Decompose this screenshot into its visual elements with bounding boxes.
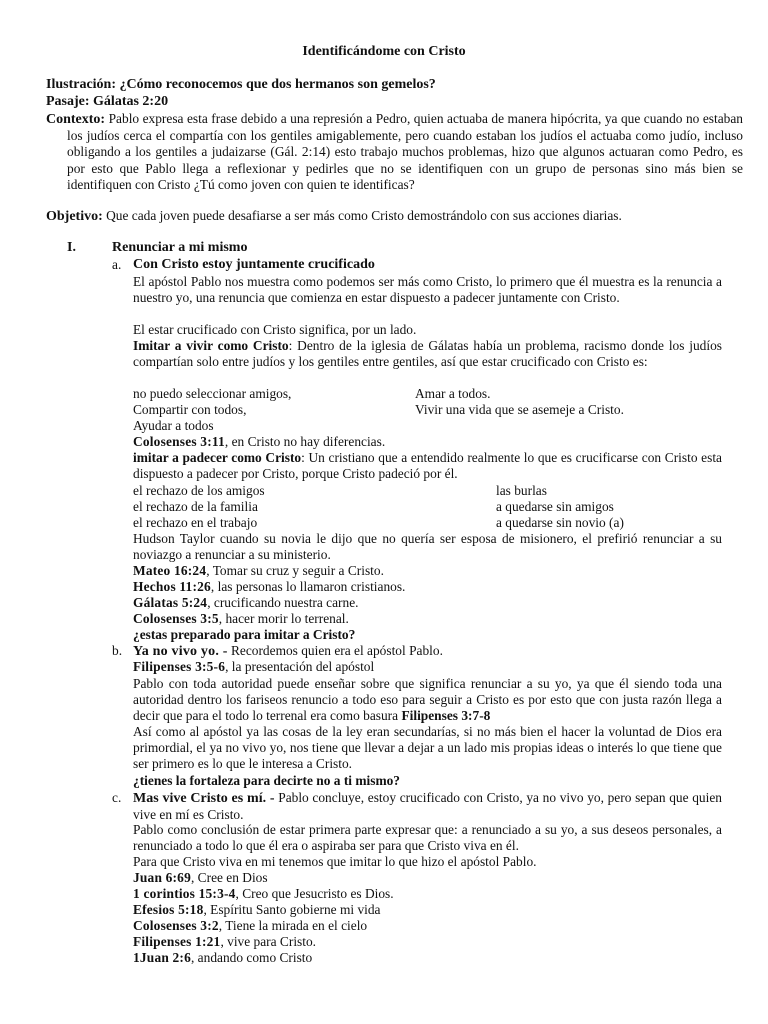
reference: Filipenses 1:21: [133, 934, 221, 949]
reference: Efesios 5:18: [133, 902, 204, 917]
reference: 1 corintios 15:3-4: [133, 886, 236, 901]
list2-right-item: las burlas: [496, 483, 547, 498]
hudson-paragraph: Hudson Taylor cuando su novia le dijo que no quería ser esposa de misionero, el prefirió renunciar a su noviazgo a renunciar a su ministerio.: [133, 531, 722, 563]
imitar-paragraph: [133, 338, 722, 370]
reference: Hechos 11:26: [133, 579, 211, 594]
reference: Juan 6:69: [133, 870, 191, 885]
ilustracion-line: [46, 77, 726, 93]
reference-line: [133, 950, 312, 966]
reference-line: [133, 611, 349, 627]
reference: Colosenses 3:2: [133, 918, 219, 933]
pasaje-line: [46, 94, 726, 110]
colosenses-text: , en Cristo no hay diferencias.: [224, 434, 386, 449]
item-b-paragraph-2: Así como al apóstol ya las cosas de la ley eran secundarías, si no más bien el hacer la voluntad de Dios era primordial, el ya no vivo yo, nos tiene que llevar a dejar a un lado mis propias ideas o interés lo que tiene que ser primero es lo que le interesa a Cristo.: [133, 724, 722, 772]
reference-line: [133, 870, 268, 886]
item-b-heading-line: [133, 643, 443, 660]
reference: 1Juan 2:6: [133, 950, 191, 965]
section-heading: Renunciar a mi mismo: [112, 240, 248, 255]
item-b-question: ¿tienes la fortaleza para decirte no a ti mismo?: [133, 773, 401, 788]
item-c-heading-text: Pablo concluye, estoy crucificado con Cristo, ya no vivo yo, pero sepan que quien vive en mí es Cristo.: [133, 790, 722, 823]
padecer-label: imitar a padecer como Cristo: [133, 450, 302, 465]
padecer-paragraph: [133, 450, 722, 482]
item-a-marker: a.: [112, 257, 122, 272]
list2-left-item: el rechazo en el trabajo: [133, 515, 258, 530]
reference-text: , vive para Cristo.: [220, 934, 317, 949]
item-b-paragraph-1-ref: Filipenses 3:7-8: [401, 708, 491, 724]
item-c-paragraph-1: Pablo como conclusión de estar primera parte expresar que: a renunciado a su yo, a sus deseos personales, a renunciado a todo lo que él era o aspiraba ser para que Cristo viva en él.: [133, 822, 722, 854]
list1-left-item: Compartir con todos,: [133, 402, 247, 417]
item-c-heading-paragraph: [133, 790, 722, 823]
reference-text: , las personas lo llamaron cristianos.: [210, 579, 406, 594]
colosenses-line: [133, 434, 385, 450]
list2-left-item: el rechazo de la familia: [133, 499, 258, 514]
ilustracion-text: ¿Cómo reconocemos que dos hermanos son gemelos?: [119, 77, 436, 92]
item-c-heading: Mas vive Cristo es mí. -: [133, 791, 275, 806]
ilustracion-label: Ilustración:: [46, 77, 116, 92]
reference: Gálatas 5:24: [133, 595, 208, 610]
reference-line: [133, 902, 381, 918]
imitar-label: Imitar a vivir como Cristo: [133, 338, 289, 353]
objetivo-line: [46, 208, 722, 225]
list2-left-item: el rechazo de los amigos: [133, 483, 265, 498]
item-b-marker: b.: [112, 643, 123, 658]
document-title: Identificándome con Cristo: [302, 44, 466, 59]
reference: Mateo 16:24: [133, 563, 207, 578]
reference-line: [133, 563, 384, 579]
item-a-paragraph-2: El estar crucificado con Cristo significa, por un lado.: [133, 322, 417, 337]
list1-left-item: Ayudar a todos: [133, 418, 214, 433]
list1-right-item: Vivir una vida que se asemeje a Cristo.: [415, 402, 624, 417]
reference: Colosenses 3:5: [133, 611, 219, 626]
item-c-marker: c.: [112, 790, 122, 805]
reference-line: [133, 595, 359, 611]
item-a-paragraph-1: El apóstol Pablo nos muestra como podemos ser más como Cristo, lo primero que él muestra es la renuncia a nuestro yo, una renuncia que comienza en estar dispuesto a padecer juntamente con Cristo.: [133, 274, 722, 306]
item-b-paragraph-1-text: Pablo con toda autoridad puede enseñar sobre que significa renunciar a su yo, ya que él siendo toda una autoridad dentro los fariseos renuncio a todo eso para seguir a Cristo es por esto que con justa razón llega a decir que para el todo lo terrenal era como basura: [133, 676, 722, 724]
reference-line: [133, 579, 405, 595]
pasaje-text: Gálatas 2:20: [93, 94, 169, 109]
item-a-heading: Con Cristo estoy juntamente crucificado: [133, 257, 375, 272]
colosenses-ref: Colosenses 3:11: [133, 434, 225, 449]
objetivo-label: Objetivo:: [46, 209, 103, 224]
contexto-label: Contexto:: [46, 112, 106, 127]
reference-text: , andando como Cristo: [190, 950, 313, 965]
item-b-paragraph-1: [133, 676, 722, 725]
item-b-heading: Ya no vivo yo. -: [133, 644, 228, 659]
section-numeral: I.: [67, 240, 76, 255]
reference-text: , crucificando nuestra carne.: [207, 595, 359, 610]
list2-right-item: a quedarse sin amigos: [496, 499, 614, 514]
item-b-ref-line: [133, 659, 374, 675]
list1-left-item: no puedo seleccionar amigos,: [133, 386, 292, 401]
imitar-text: : Dentro de la iglesia de Gálatas había un problema, racismo donde los judíos compartían solo entre judíos y los gentiles entre gentiles, así que estar crucificado con Cristo es:: [133, 338, 722, 370]
reference-text: , Espíritu Santo gobierne mi vida: [203, 902, 381, 917]
reference-text: , Tiene la mirada en el cielo: [218, 918, 368, 933]
item-a-question: ¿estas preparado para imitar a Cristo?: [133, 627, 356, 642]
contexto-paragraph: [46, 111, 743, 193]
item-b-ref-text: , la presentación del apóstol: [225, 659, 375, 674]
list2-right-item: a quedarse sin novio (a): [496, 515, 624, 530]
reference-line: [133, 934, 316, 950]
reference-text: , hacer morir lo terrenal.: [218, 611, 349, 626]
reference-line: [133, 886, 394, 902]
contexto-text: Pablo expresa esta frase debido a una represión a Pedro, quien actuaba de manera hipócrita, ya que cuando no estaban los judíos cerca el compartía con los gentiles amigablemente, pero cuando estaban los judíos el actuaba como judío, incluso obligando a los gentiles a judaizarse (Gál. 2:14) esto trabajo muchos problemas, hizo que algunos actuaran como Pedro, es por esto que Pablo llega a reflexionar y pedirles que no se identifiquen con un grupo de personas sino más bien se identifiquen con Cristo ¿Tú como joven con quien te identificas?: [67, 111, 743, 192]
reference-text: , Tomar su cruz y seguir a Cristo.: [206, 563, 384, 578]
list1-right-item: Amar a todos.: [415, 386, 491, 401]
reference-text: , Creo que Jesucristo es Dios.: [235, 886, 394, 901]
padecer-text: : Un cristiano que a entendido realmente lo que es crucificarse con Cristo esta dispuesto a padecer por Cristo, porque Cristo padeció por él.: [133, 450, 722, 482]
reference-line: [133, 918, 367, 934]
item-c-paragraph-2: Para que Cristo viva en mi tenemos que imitar lo que hizo el apóstol Pablo.: [133, 854, 537, 869]
pasaje-label: Pasaje:: [46, 94, 90, 109]
objetivo-text: Que cada joven puede desafiarse a ser más como Cristo demostrándolo con sus acciones diarias.: [106, 208, 622, 223]
item-b-ref: Filipenses 3:5-6: [133, 659, 226, 674]
reference-text: , Cree en Dios: [190, 870, 268, 885]
item-b-heading-text: Recordemos quien era el apóstol Pablo.: [227, 643, 443, 658]
